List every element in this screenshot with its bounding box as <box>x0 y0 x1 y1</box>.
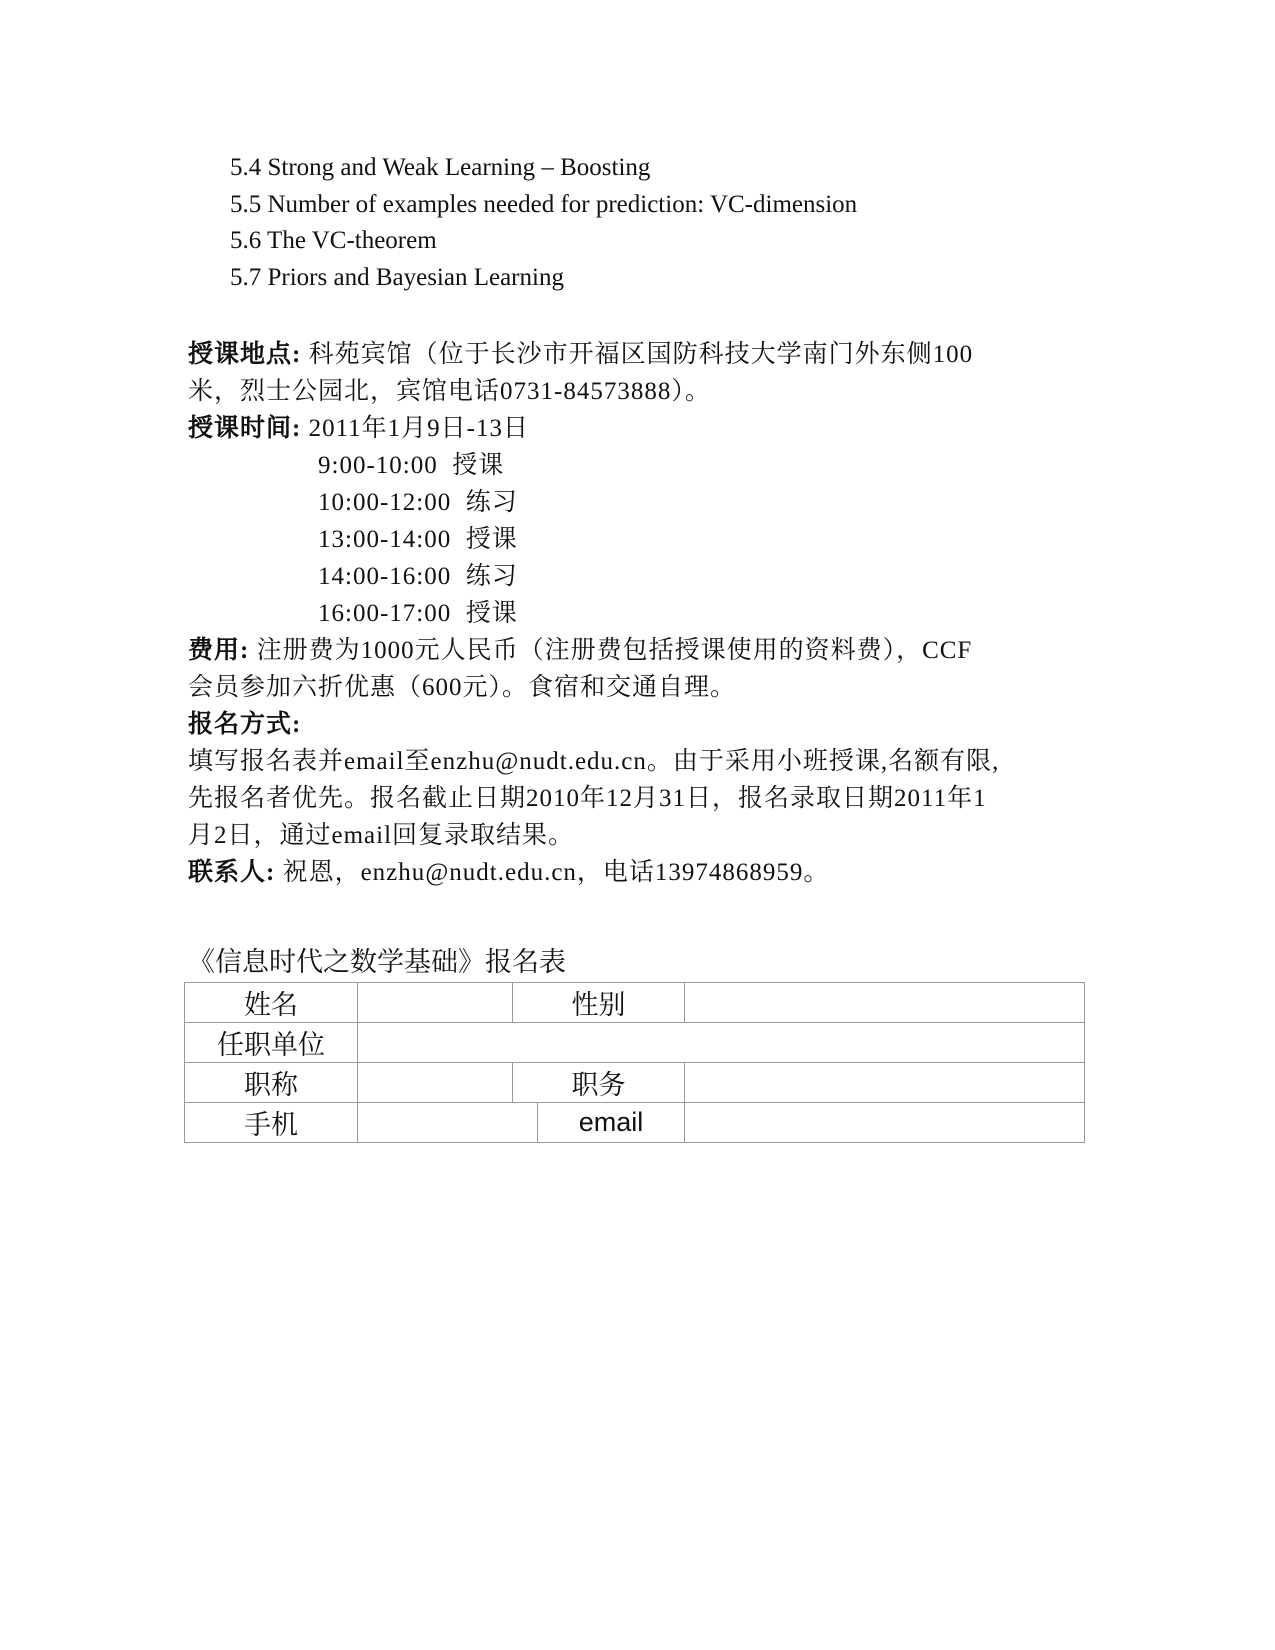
topic-item: 5.7 Priors and Bayesian Learning <box>230 263 564 291</box>
course-info <box>188 336 1088 891</box>
venue-text: 科苑宾馆（位于长沙市开福区国防科技大学南门外东侧100 <box>308 341 974 368</box>
schedule-item: 10:00-12:00 练习 <box>318 489 518 516</box>
position-label: 职务 <box>513 1063 685 1103</box>
contact-label: 联系人: <box>188 859 276 886</box>
table-row <box>185 1103 1085 1143</box>
gender-label: 性别 <box>513 983 685 1023</box>
course-date: 2011年1月9日-13日 <box>308 415 529 442</box>
fee-label: 费用: <box>188 637 250 664</box>
schedule-item: 14:00-16:00 练习 <box>318 563 518 590</box>
signup-label: 报名方式: <box>188 711 302 738</box>
fee-line-2: 会员参加六折优惠（600元）。食宿和交通自理。 <box>188 674 737 701</box>
schedule-item: 13:00-14:00 授课 <box>318 526 518 553</box>
topic-list <box>230 150 857 296</box>
name-field[interactable] <box>358 983 513 1023</box>
table-row <box>185 1063 1085 1103</box>
mobile-field[interactable] <box>358 1103 538 1143</box>
gender-field[interactable] <box>685 983 1085 1023</box>
employer-field[interactable] <box>358 1023 1085 1063</box>
email-label: email <box>538 1103 685 1143</box>
contact-line <box>188 854 1088 891</box>
table-row <box>185 1023 1085 1063</box>
topic-item: 5.5 Number of examples needed for prediction: VC-dimension <box>230 190 858 218</box>
employer-label: 任职单位 <box>185 1023 358 1063</box>
signup-text: 月2日，通过email回复录取结果。 <box>188 822 575 849</box>
time-label: 授课时间: <box>188 415 302 442</box>
table-row <box>185 983 1085 1023</box>
fee-text: 注册费为1000元人民币（注册费包括授课使用的资料费），CCF <box>256 637 973 664</box>
title-field[interactable] <box>358 1063 513 1103</box>
schedule-item: 9:00-10:00 授课 <box>318 452 505 479</box>
contact-text: 祝恩，enzhu@nudt.edu.cn，电话13974868959。 <box>282 859 830 886</box>
position-field[interactable] <box>685 1063 1085 1103</box>
topic-item: 5.6 The VC-theorem <box>230 227 437 254</box>
topic-item: 5.4 Strong and Weak Learning – Boosting <box>230 154 651 181</box>
form-title: 《信息时代之数学基础》报名表 <box>188 947 566 977</box>
time-line <box>188 410 1088 447</box>
signup-text: 填写报名表并email至enzhu@nudt.edu.cn。由于采用小班授课,名额有限, <box>188 748 1000 775</box>
email-field[interactable] <box>685 1103 1085 1143</box>
schedule-item: 16:00-17:00 授课 <box>318 600 518 627</box>
venue-label: 授课地点: <box>188 341 302 368</box>
signup-text: 先报名者优先。报名截止日期2010年12月31日，报名录取日期2011年1 <box>188 785 987 812</box>
name-label: 姓名 <box>185 983 358 1023</box>
venue-line-2: 米，烈士公园北，宾馆电话0731-84573888）。 <box>188 378 711 405</box>
venue-line <box>188 336 1088 373</box>
signup-form-table <box>184 982 1085 1143</box>
fee-line <box>188 632 1088 669</box>
title-label: 职称 <box>185 1063 358 1103</box>
mobile-label: 手机 <box>185 1103 358 1143</box>
